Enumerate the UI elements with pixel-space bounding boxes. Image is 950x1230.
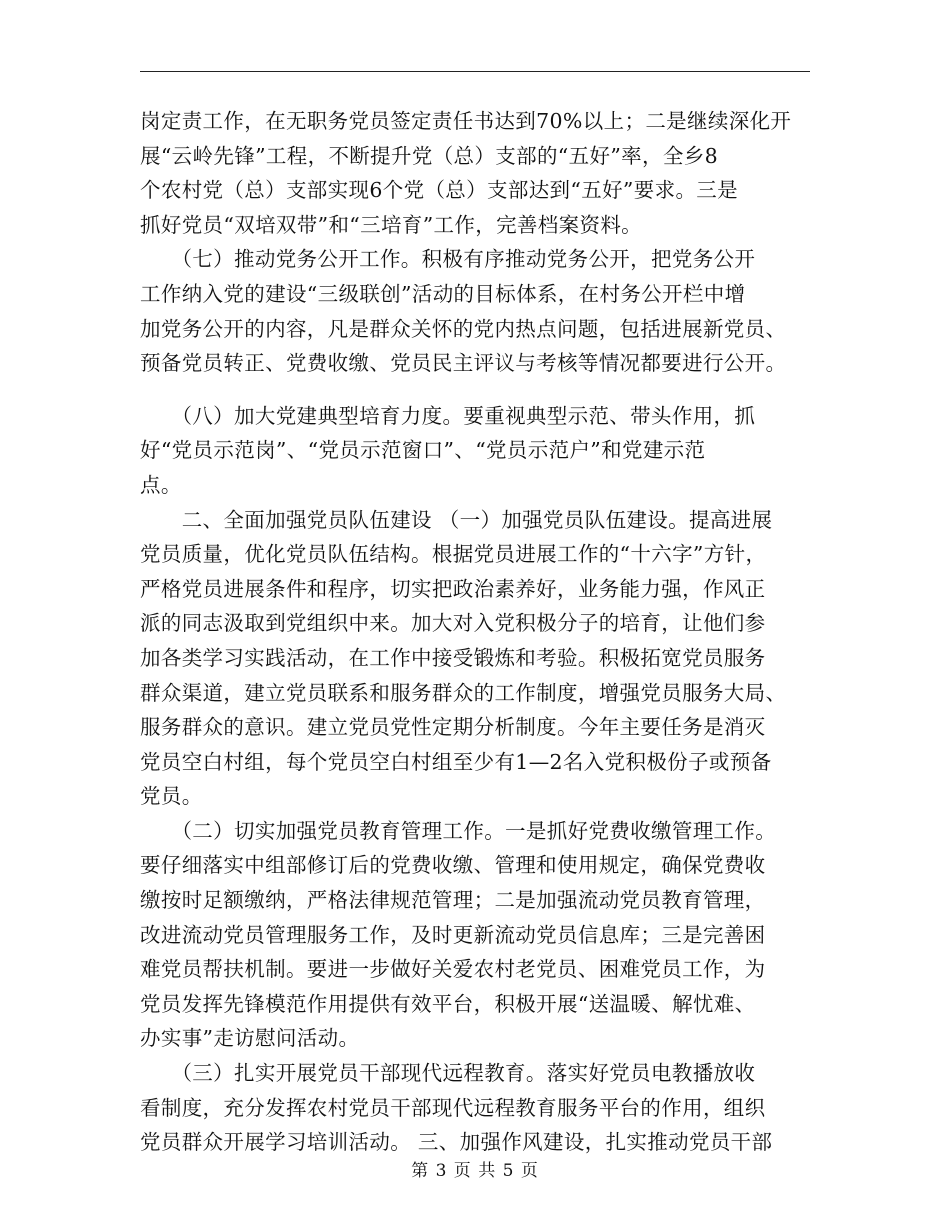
text-line: （八）加大党建典型培育力度。要重视典型示范、带头作用，抓 xyxy=(140,403,756,428)
text-line: 看制度，充分发挥农村党员干部现代远程教育服务平台的作用，组织 xyxy=(140,1095,766,1120)
paragraph-gap xyxy=(140,381,812,399)
header-rule xyxy=(140,71,810,72)
text-line: 预备党员转正、党费收缴、党员民主评议与考核等情况都要进行公开。 xyxy=(140,351,787,376)
text-line: 党员发挥先锋模范作用提供有效平台，积极开展“送温暖、解忧难、 xyxy=(140,991,756,1016)
text-line: 党员群众开展学习培训活动。 三、加强作风建设，扎实推动党员干部 xyxy=(140,1130,773,1155)
text-line: 抓好党员“双培双带”和“三培育”工作，完善档案资料。 xyxy=(140,212,643,237)
text-line: 要仔细落实中组部修订后的党费收缴、管理和使用规定，确保党费收 xyxy=(140,853,766,878)
paragraph xyxy=(140,104,812,242)
paragraph xyxy=(140,503,812,814)
text-line: 党员空白村组，每个党员空白村组至少有1—2名入党积极份子或预备 xyxy=(140,749,772,774)
text-line: 缴按时足额缴纳，严格法律规范管理；二是加强流动党员教育管理， xyxy=(140,888,766,913)
text-line: （七）推动党务公开工作。积极有序推动党务公开，把党务公开 xyxy=(140,247,756,272)
text-line: 工作纳入党的建设“三级联创”活动的目标体系，在村务公开栏中增 xyxy=(140,281,746,306)
text-line: 办实事”走访慰问活动。 xyxy=(140,1026,360,1051)
text-line: （二）切实加强党员教育管理工作。一是抓好党费收缴管理工作。 xyxy=(140,818,777,843)
document-body xyxy=(140,104,812,1160)
text-line: 派的同志汲取到党组织中来。加大对入党积极分子的培育，让他们参 xyxy=(140,611,766,636)
paragraph xyxy=(140,1056,812,1160)
text-line: 好“党员示范岗”、“党员示范窗口”、“党员示范户”和党建示范 xyxy=(140,438,706,463)
text-line: 点。 xyxy=(140,472,182,497)
text-line: 个农村党（总）支部实现6个党（总）支部达到“五好”要求。三是 xyxy=(140,178,739,203)
text-line: 党员质量，优化党员队伍结构。根据党员进展工作的“十六字”方针， xyxy=(140,542,767,567)
text-line: 二、全面加强党员队伍建设 （一）加强党员队伍建设。提高进展 xyxy=(140,507,773,532)
text-line: 严格党员进展条件和程序，切实把政治素养好，业务能力强，作风正 xyxy=(140,576,766,601)
paragraph xyxy=(140,399,812,503)
text-line: 群众渠道，建立党员联系和服务群众的工作制度，增强党员服务大局、 xyxy=(140,680,787,705)
text-line: 加党务公开的内容，凡是群众关怀的党内热点问题，包括进展新党员、 xyxy=(140,316,787,341)
text-line: 改进流动党员管理服务工作，及时更新流动党员信息库；三是完善困 xyxy=(140,922,766,947)
text-line: 服务群众的意识。建立党员党性定期分析制度。今年主要任务是消灭 xyxy=(140,715,766,740)
text-line: 展“云岭先锋”工程，不断提升党（总）支部的“五好”率，全乡8 xyxy=(140,143,718,168)
paragraph xyxy=(140,814,812,1056)
text-line: 岗定责工作，在无职务党员签定责任书达到70%以上；二是继续深化开 xyxy=(140,109,792,133)
text-line: 加各类学习实践活动，在工作中接受锻炼和考验。积极拓宽党员服务 xyxy=(140,645,766,670)
page-number-footer: 第 3 页 共 5 页 xyxy=(411,1161,539,1181)
paragraph xyxy=(140,242,812,380)
text-line: 党员。 xyxy=(140,784,203,809)
text-line: 难党员帮扶机制。要进一步做好关爱农村老党员、困难党员工作，为 xyxy=(140,957,766,982)
text-line: （三）扎实开展党员干部现代远程教育。落实好党员电教播放收 xyxy=(140,1061,756,1086)
